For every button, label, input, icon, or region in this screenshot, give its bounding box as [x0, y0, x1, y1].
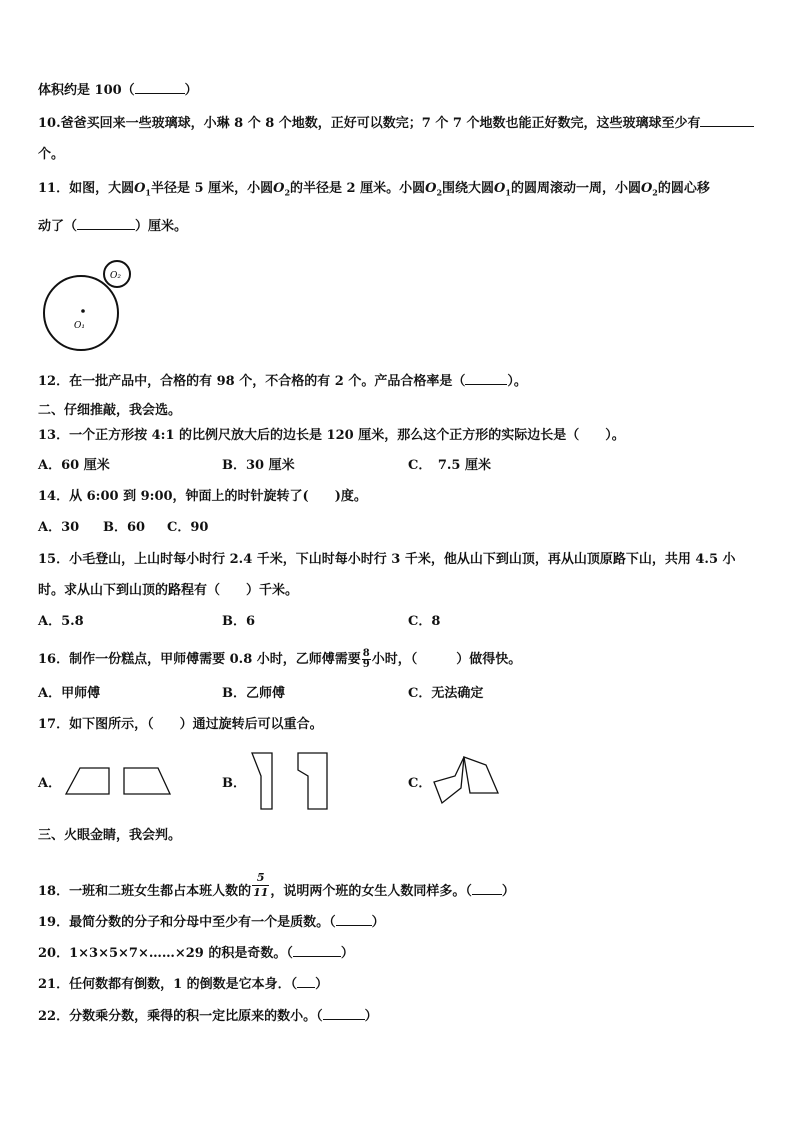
- answer-blank[interactable]: [293, 956, 341, 957]
- q19: 19．最简分数的分子和分母中至少有一个是质数。（ ）: [38, 915, 385, 930]
- q14-option-b[interactable]: B．60: [103, 520, 146, 535]
- q14-option-c[interactable]: C．90: [167, 520, 209, 535]
- q21: 21．任何数都有倒数，1 的倒数是它本身．（ ）: [38, 977, 329, 992]
- answer-blank[interactable]: [135, 93, 185, 94]
- answer-blank[interactable]: [465, 384, 507, 385]
- q16-option-c[interactable]: C．无法确定: [408, 686, 484, 701]
- q11-line2: 动了（ ）厘米。: [38, 219, 188, 234]
- option-b-shapes: [250, 750, 340, 812]
- q13-option-a[interactable]: A．60 厘米: [38, 458, 110, 473]
- q16: 16．制作一份糕点，甲师傅需要 0.8 小时，乙师傅需要 $\frac{8}{9}$ 小时，（ ）做得快。: [38, 648, 522, 670]
- q16-option-b[interactable]: B．乙师傅: [222, 686, 285, 701]
- answer-blank[interactable]: [297, 987, 315, 988]
- q10-line1: 10.爸爸买回来一些玻璃球，小琳 8 个 8 个地数，正好可以数完；7 个 7 个地数也能正好数完，这些玻璃球至少有: [38, 116, 754, 132]
- q13-option-c[interactable]: C． 7.5 厘米: [408, 458, 491, 473]
- q16-option-a[interactable]: A．甲师傅: [38, 686, 101, 701]
- q15-option-b[interactable]: B．6: [222, 614, 256, 629]
- q13: 13．一个正方形按 4:1 的比例尺放大后的边长是 120 厘米，那么这个正方形的实际边长是（ ）。: [38, 428, 625, 443]
- option-c-shapes: [432, 755, 504, 807]
- q18: 18．一班和二班女生都占本班人数的 $\frac{5}{11}$ ，说明两个班的女生人数同样多。（ ）: [38, 871, 515, 899]
- section-heading-3: 三、火眼金睛，我会判。: [38, 828, 182, 843]
- big-circle-center: [81, 309, 85, 313]
- q15-option-c[interactable]: C．8: [408, 614, 441, 629]
- small-circle-label: O₂: [110, 271, 121, 281]
- q13-option-b[interactable]: B．30 厘米: [222, 458, 295, 473]
- answer-blank[interactable]: [77, 229, 135, 230]
- circles-figure: [40, 255, 140, 360]
- q17: 17．如下图所示，（ ）通过旋转后可以重合。: [38, 717, 323, 732]
- big-circle: [44, 276, 118, 350]
- big-circle-label: O₁: [74, 321, 85, 331]
- q17-option-c[interactable]: C．: [408, 776, 432, 791]
- q15-line2: 时。求从山下到山顶的路程有（ ）千米。: [38, 583, 299, 598]
- q14-option-a[interactable]: A．30: [38, 520, 80, 535]
- q12: 12．在一批产品中，合格的有 98 个，不合格的有 2 个。产品合格率是（ ）。: [38, 374, 527, 389]
- answer-blank[interactable]: [336, 925, 372, 926]
- answer-blank[interactable]: [700, 126, 754, 127]
- answer-blank[interactable]: [472, 894, 502, 895]
- q15-option-a[interactable]: A．5.8: [38, 614, 84, 629]
- fraction-8-9: $\frac{8}{9}$: [362, 648, 370, 670]
- q9-tail: 体积约是 100（ ）: [38, 83, 198, 98]
- q10-line2: 个。: [38, 147, 65, 162]
- fraction-5-11: $\frac{5}{11}$: [253, 871, 269, 899]
- q17-option-b[interactable]: B．: [222, 776, 246, 791]
- q11-line1: 11．如图，大圆$O_1$半径是 5 厘米，小圆$O_2$的半径是 2 厘米。小圆$O_2$围绕大圆$O_1$的圆周滚动一周，小圆$O_2$的圆心移: [38, 181, 710, 198]
- section-heading-2: 二、仔细推敲，我会选。: [38, 403, 182, 418]
- answer-blank[interactable]: [323, 1019, 365, 1020]
- q14: 14．从 6:00 到 9:00，钟面上的时针旋转了( )度。: [38, 489, 367, 504]
- q22: 22．分数乘分数，乘得的积一定比原来的数小。（ ）: [38, 1009, 378, 1024]
- q15-line1: 15．小毛登山，上山时每小时行 2.4 千米，下山时每小时行 3 千米，他从山下到山顶，再从山顶原路下山，共用 4.5 小: [38, 552, 736, 567]
- q20: 20．1×3×5×7×……×29 的积是奇数。（ ）: [38, 946, 354, 961]
- option-a-trapezoids: [62, 765, 174, 797]
- q17-option-a[interactable]: A．: [38, 776, 62, 791]
